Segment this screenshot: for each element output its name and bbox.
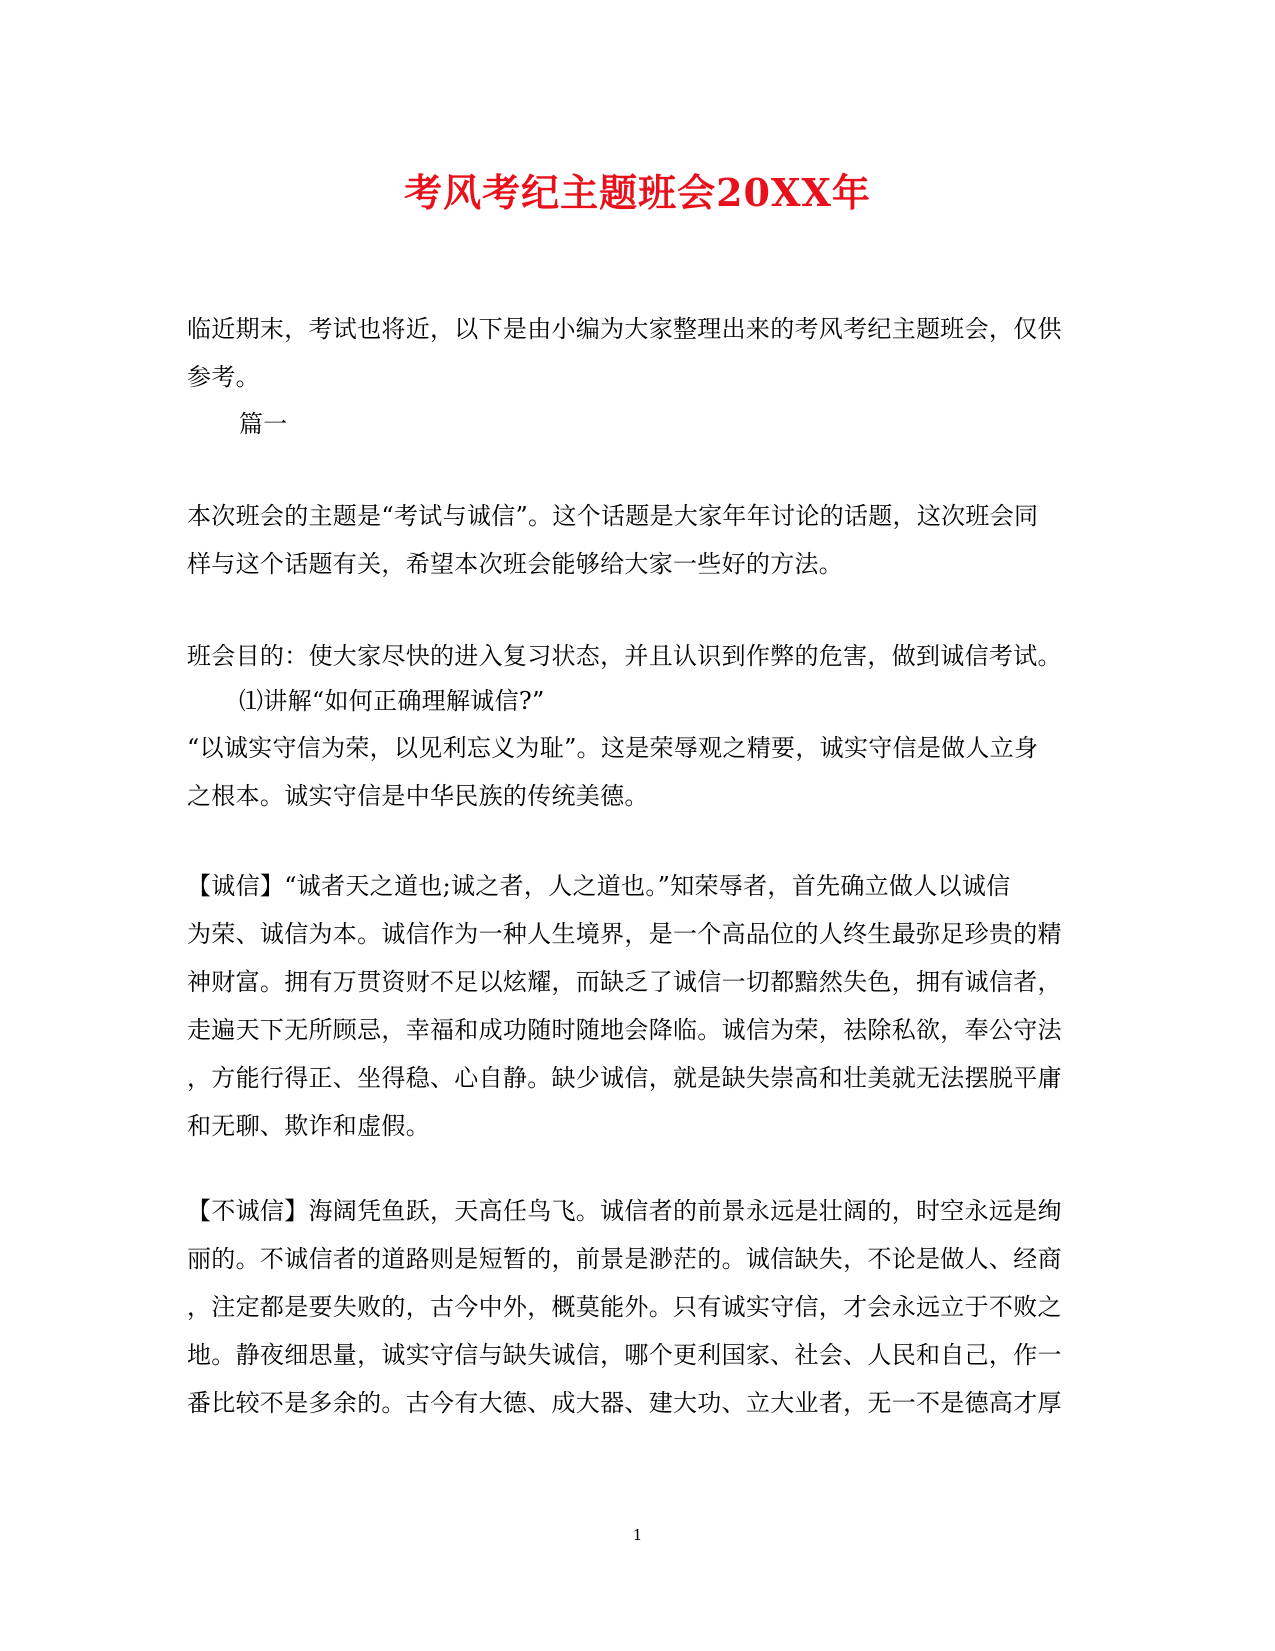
text-line: 走遍天下无所顾忌，幸福和成功随时随地会降临。诚信为荣，祛除私欲，奉公守法 xyxy=(187,1016,1062,1044)
text-line: 参考。 xyxy=(187,363,260,391)
paragraph-intro xyxy=(187,305,1087,401)
list-item xyxy=(187,677,1087,725)
text-line: ，方能行得正、坐得稳、心自静。缺少诚信，就是缺失崇高和壮美就无法摆脱平庸 xyxy=(187,1064,1062,1092)
page-number: 1 xyxy=(632,1526,643,1544)
text-line: ，注定都是要失败的，古今中外，概莫能外。只有诚实守信，才会永远立于不败之 xyxy=(187,1293,1062,1321)
text-line: 班会目的：使大家尽快的进入复习状态，并且认识到作弊的危害，做到诚信考试。 xyxy=(187,642,1062,670)
text-line: 神财富。拥有万贯资财不足以炫耀，而缺乏了诚信一切都黯然失色，拥有诚信者， xyxy=(187,968,1062,996)
section-heading-text: 篇一 xyxy=(239,410,288,438)
text-line: 【诚信】“诚者天之道也;诚之者，人之道也。”知荣辱者，首先确立做人以诚信 xyxy=(187,872,1011,900)
text-line: 样与这个话题有关，希望本次班会能够给大家一些好的方法。 xyxy=(187,550,844,578)
text-line: “以诚实守信为荣，以见利忘义为耻”。这是荣辱观之精要，诚实守信是做人立身 xyxy=(187,734,1039,762)
paragraph-dishonesty xyxy=(187,1187,1087,1427)
list-item-text: ⑴讲解“如何正确理解诚信?” xyxy=(239,687,545,715)
text-line: 丽的。不诚信者的道路则是短暂的，前景是渺茫的。诚信缺失，不论是做人、经商 xyxy=(187,1245,1062,1273)
text-line: 地。静夜细思量，诚实守信与缺失诚信，哪个更利国家、社会、人民和自己，作一 xyxy=(187,1341,1062,1369)
paragraph-theme xyxy=(187,492,1087,588)
text-line: 【不诚信】海阔凭鱼跃，天高任鸟飞。诚信者的前景永远是壮阔的，时空永远是绚 xyxy=(187,1197,1062,1225)
text-line: 和无聊、欺诈和虚假。 xyxy=(187,1112,430,1140)
text-line: 本次班会的主题是“考试与诚信”。这个话题是大家年年讨论的话题，这次班会同 xyxy=(187,502,1039,530)
text-line: 番比较不是多余的。古今有大德、成大器、建大功、立大业者，无一不是德高才厚 xyxy=(187,1389,1062,1417)
paragraph-purpose xyxy=(187,632,1087,680)
document-title: 考风考纪主题班会20XX年 xyxy=(404,170,871,215)
paragraph-honesty xyxy=(187,862,1087,1150)
text-line: 临近期末，考试也将近，以下是由小编为大家整理出来的考风考纪主题班会，仅供 xyxy=(187,315,1062,343)
text-line: 为荣、诚信为本。诚信作为一种人生境界，是一个高品位的人终生最弥足珍贵的精 xyxy=(187,920,1062,948)
text-line: 之根本。诚实守信是中华民族的传统美德。 xyxy=(187,782,649,810)
section-heading xyxy=(187,400,1087,448)
paragraph-quote xyxy=(187,724,1087,820)
